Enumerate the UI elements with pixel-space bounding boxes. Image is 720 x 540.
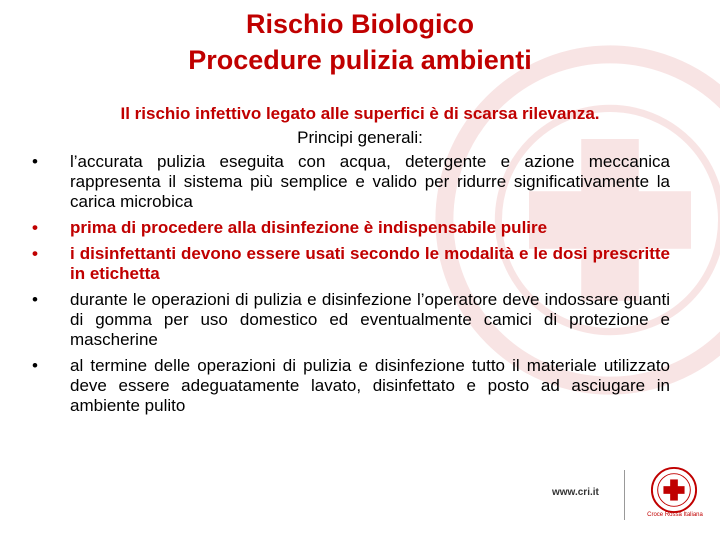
title-line-2: Procedure pulizia ambienti — [188, 45, 532, 75]
bullet-item: • l’accurata pulizia eseguita con acqua, detergente e azione meccanica rappresenta il sistema più semplice e valido per ridurre significativamente la carica microbica — [30, 152, 670, 212]
red-cross-logo-icon — [650, 466, 698, 514]
bullet-item: • durante le operazioni di pulizia e disinfezione l’operatore deve indossare guanti di gomma per uso domestico ed eventualmente camici di protezione e mascherine — [30, 290, 670, 350]
title-line-1: Rischio Biologico — [245, 9, 474, 39]
bullet-item: • al termine delle operazioni di pulizia e disinfezione tutto il materiale utilizzato deve essere adeguatamente lavato, disinfettato e posto ad asciugare in ambiente pulito — [30, 356, 670, 416]
intro-text: Il rischio infettivo legato alle superfici è di scarsa rilevanza. — [120, 104, 600, 123]
footer-url: www.cri.it — [552, 487, 599, 498]
bullet-item: • i disinfettanti devono essere usati secondo le modalità e le dosi prescritte in etichetta — [30, 244, 670, 284]
subintro-text: Principi generali: — [297, 128, 423, 147]
logo-caption: Croce Rossa Italiana — [647, 512, 703, 518]
slide-title — [0, 6, 720, 78]
bullet-list — [30, 152, 670, 422]
footer-divider — [624, 470, 625, 520]
bullet-item: • prima di procedere alla disinfezione è indispensabile pulire — [30, 218, 670, 238]
